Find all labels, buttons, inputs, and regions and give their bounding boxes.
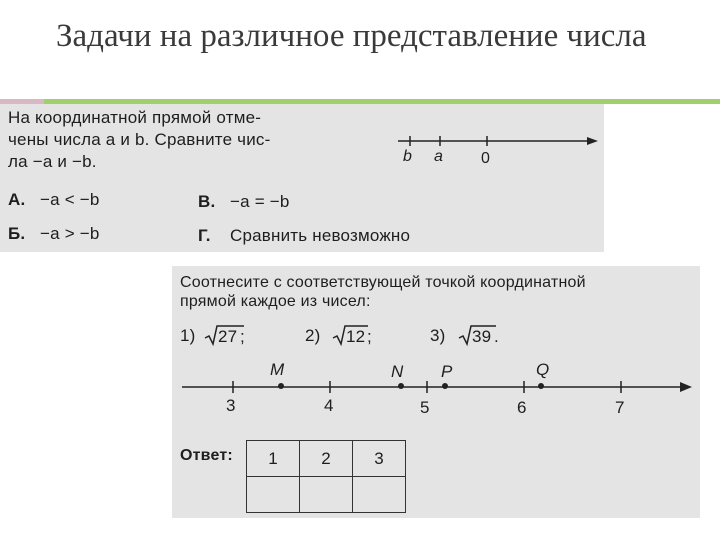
task1-line-2: чены числа a и b. Сравните чис- xyxy=(8,130,271,149)
item-1-radicand: 27 xyxy=(218,327,238,346)
tick-label-3: 3 xyxy=(226,396,236,415)
item-1-number: 1) xyxy=(180,326,196,345)
axis1-label-zero: 0 xyxy=(481,150,491,167)
option-g-text: Сравнить невозможно xyxy=(230,226,411,245)
tick-label-5: 5 xyxy=(420,398,430,417)
number-line-2-arrow xyxy=(680,382,692,392)
tick-label-4: 4 xyxy=(324,396,334,415)
option-v-letter: В. xyxy=(198,192,216,211)
point-label-p: P xyxy=(441,362,453,381)
task2-line-2: прямой каждое из чисел: xyxy=(180,293,371,310)
option-a-text: −a < −b xyxy=(40,190,100,209)
number-line-2 xyxy=(182,381,692,393)
item-2-suffix: ; xyxy=(367,327,372,346)
axis1-label-a: a xyxy=(434,148,444,165)
radical-signs xyxy=(205,326,496,344)
tick-label-7: 7 xyxy=(615,398,625,417)
answer-header-1: 1 xyxy=(247,441,300,477)
number-line-1 xyxy=(398,136,598,146)
point-m xyxy=(278,383,284,389)
item-3-number: 3) xyxy=(430,326,446,345)
option-g-letter: Г. xyxy=(198,226,211,245)
answer-label: Ответ: xyxy=(180,447,233,464)
number-line-1-arrow xyxy=(587,137,598,145)
task1-line-1: На координатной прямой отме- xyxy=(8,108,262,127)
option-b-letter: Б. xyxy=(8,224,26,243)
radical-sign-2 xyxy=(333,326,368,344)
point-n xyxy=(398,383,404,389)
point-label-q: Q xyxy=(536,360,550,379)
task2-line-1: Соотнесите с соответствующей точкой координатной xyxy=(180,274,586,291)
item-3-suffix: . xyxy=(494,327,499,346)
point-q xyxy=(538,383,544,389)
tick-label-6: 6 xyxy=(517,398,527,417)
item-3-radicand: 39 xyxy=(472,327,492,346)
item-1-suffix: ; xyxy=(240,327,245,346)
option-v-text: −a = −b xyxy=(230,192,290,211)
item-2-radicand: 12 xyxy=(346,327,366,346)
point-label-n: N xyxy=(391,362,404,381)
point-p xyxy=(442,383,448,389)
axis1-label-b: b xyxy=(403,148,413,165)
answer-header-2: 2 xyxy=(300,441,353,477)
point-label-m: M xyxy=(270,360,285,379)
slide-title: Задачи на различное представление числа xyxy=(56,18,647,54)
radical-sign-1 xyxy=(205,326,244,344)
option-a-letter: А. xyxy=(8,190,26,209)
task1-line-3: ла −a и −b. xyxy=(8,152,97,171)
answer-header-3: 3 xyxy=(353,441,406,477)
radical-sign-3 xyxy=(459,326,496,344)
item-2-number: 2) xyxy=(305,326,321,345)
option-b-text: −a > −b xyxy=(40,224,100,243)
